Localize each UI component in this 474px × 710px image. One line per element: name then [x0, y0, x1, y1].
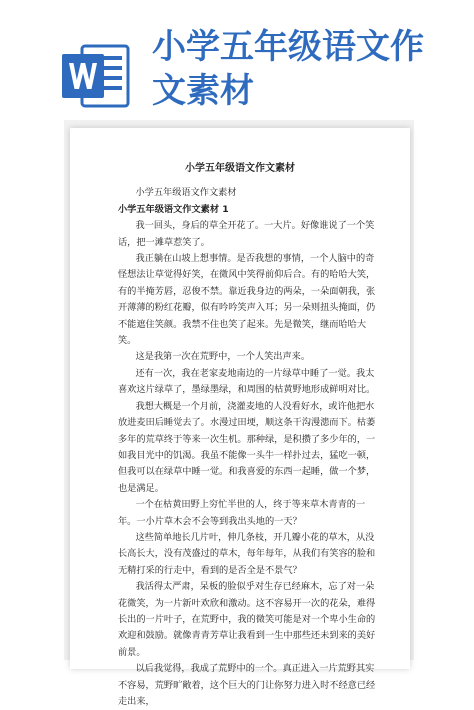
banner-title-line-2: 文素材 — [152, 71, 254, 111]
paragraph: 我正躺在山坡上想事情。是否我想的事情，一个人脑中的奇怪想法让草觉得好笑，在微风中笑得前仰后合。有的哈哈大笑，有的半掩芳唇，忍俊不禁。靠近我身边的两朵，一朵面朝我，张开薄薄的粉红花瓣，似有吟吟笑声入耳；另一朵则扭头掩面，仍不能遮住笑颜。我禁不住也笑了起来。先是微笑，继而哈哈大笑。 — [118, 253, 376, 347]
banner-title-line-1: 小学五年级语文作 — [152, 27, 424, 67]
paragraph: 一个在枯黄田野上穷忙半世的人，终于等来草木青青的一年。一小片草木会不会等到我出头地的一天？ — [118, 499, 366, 527]
paragraph: 以后我觉得，我成了荒野中的一个。真正进入一片荒野其实不容易，荒野旷敞着，这个巨大的门让你努力进入时不经意已经走出来， — [118, 663, 376, 707]
paragraph: 还有一次，我在老家麦地南边的一片绿草中睡了一觉。我太喜欢这片绿草了，墨绿墨绿，和周围的枯黄野地形成鲜明对比。 — [118, 367, 376, 396]
paragraph: 我活得太严肃，呆板的脸似乎对生存已经麻木，忘了对一朵花微笑，为一片新叶欢欣和激动。这不容易开一次的花朵，难得长出的一片叶子，在荒野中，我的微笑可能是对一个卑小生命的欢迎和鼓励。就像青青芳草让我看到一生中那些还未到来的美好前景。 — [118, 581, 376, 658]
paragraph: 这些简单地长几片叶，伸几条枝，开几瓣小花的草木，从没长高长大，没有茂盛过的草木，每年每年，从我们有笑容的脸和无精打采的行走中，看到的是否全是不景气？ — [118, 531, 376, 576]
document-page — [70, 128, 410, 707]
document-banner — [0, 0, 474, 140]
paragraph: 这是我第一次在荒野中，一个人笑出声来。 — [135, 351, 311, 363]
word-icon — [60, 40, 132, 112]
banner-title — [152, 25, 452, 113]
paragraph: 我一回头，身后的草全开花了。一大片。好像谁说了一个笑话，把一滩草惹笑了。 — [118, 220, 375, 248]
section-heading: 小学五年级语文作文素材 1 — [118, 203, 229, 215]
document-subtitle: 小学五年级语文作文素材 — [135, 187, 237, 199]
paragraph: 我想大概是一个月前，浇灌麦地的人没看好水，或许他把水放进麦田后睡觉去了。水漫过田埂，顺这条干沟漫漶而下。枯萎多年的荒草终于等来一次生机。那种绿，是积攒了多少年的，一如我目光中的饥渴。我虽不能像一头牛一样扑过去，猛吃一顿，但我可以在绿草中睡一觉。和我喜爱的东西一起睡，做一个梦，也是满足。 — [118, 400, 376, 494]
document-title: 小学五年级语文作文素材 — [185, 163, 295, 174]
